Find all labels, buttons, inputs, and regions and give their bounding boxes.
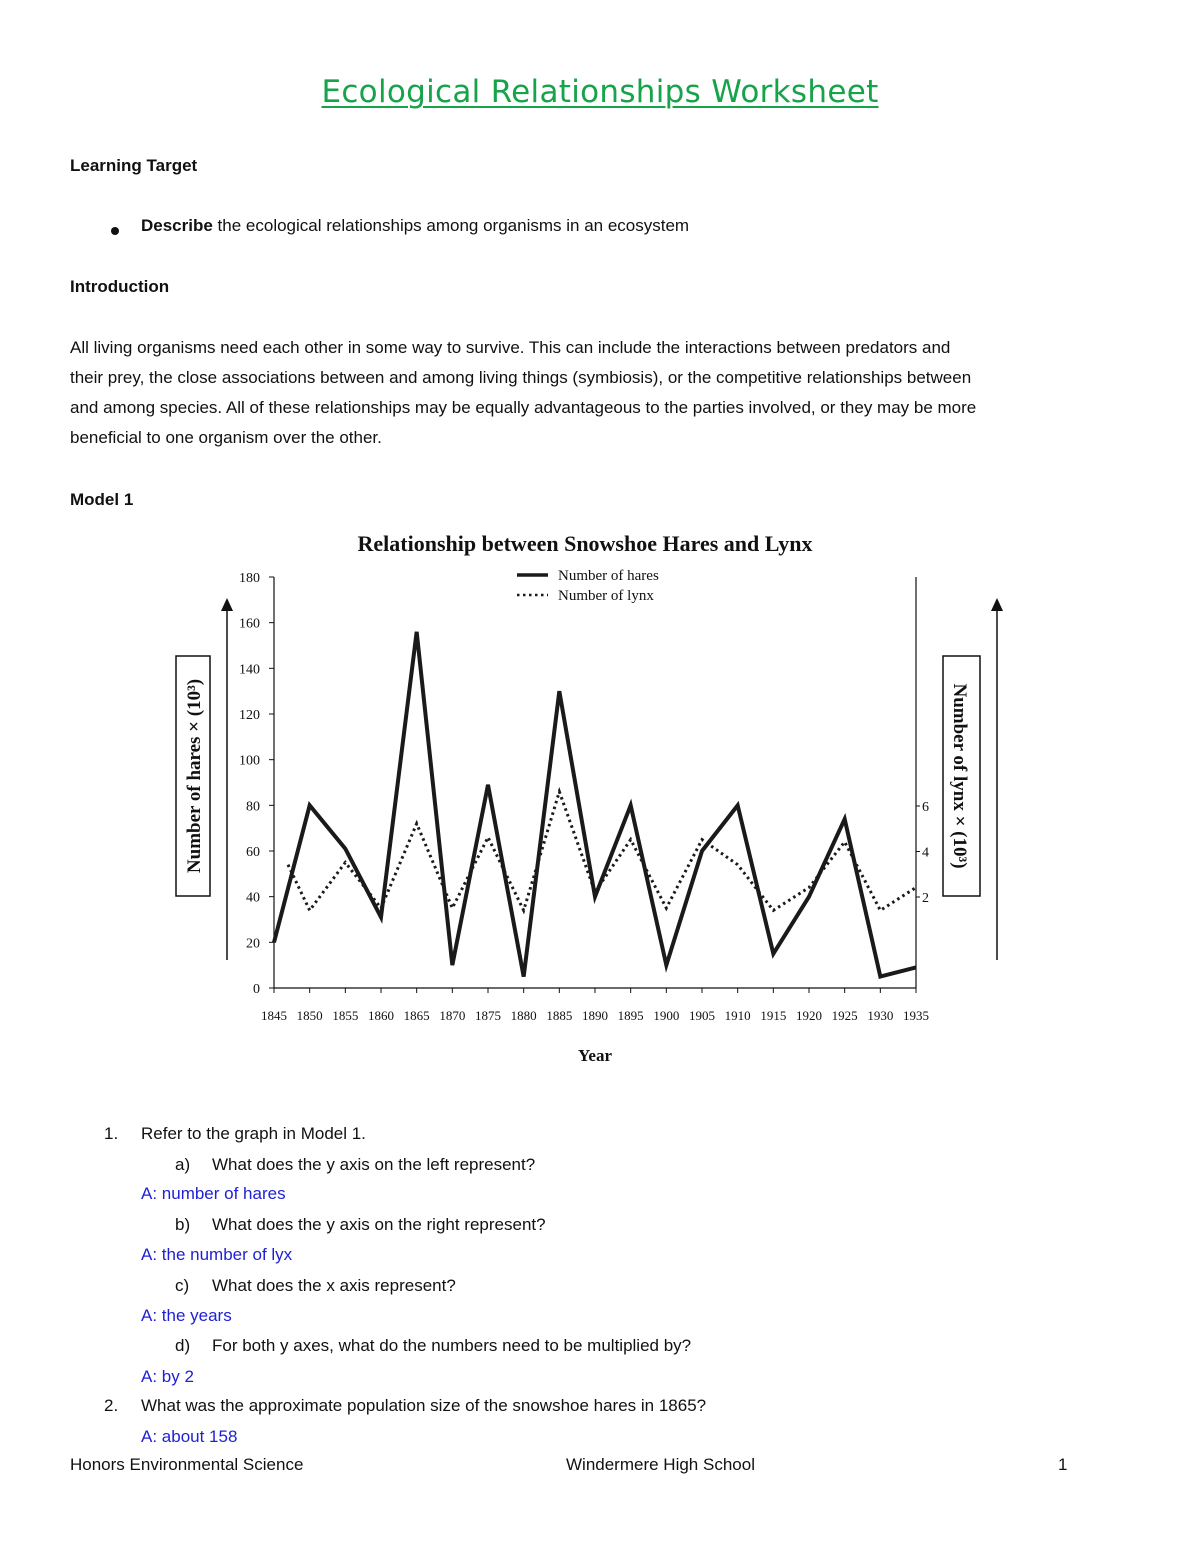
answer-text: A: the years	[141, 1306, 232, 1325]
left-tick-label: 180	[239, 571, 260, 586]
left-y-ticks	[239, 571, 274, 997]
x-axis-label: Year	[578, 1046, 612, 1065]
left-tick-label: 60	[246, 845, 260, 860]
x-tick-label: 1880	[510, 1008, 537, 1023]
legend-lynx-label: Number of lynx	[558, 588, 654, 604]
legend-hares-label: Number of hares	[558, 568, 659, 584]
x-tick-label: 1905	[689, 1008, 715, 1023]
subquestion-text: For both y axes, what do the numbers need to be multiplied by?	[212, 1336, 692, 1355]
right-tick-label: 2	[922, 891, 929, 906]
subquestion-letter: a)	[175, 1155, 191, 1174]
x-tick-label: 1885	[546, 1008, 573, 1023]
bullet-bold-verb: Describe	[141, 216, 213, 235]
hares-points	[274, 632, 916, 977]
right-tick-label: 6	[922, 800, 929, 815]
left-up-arrow-icon	[221, 598, 233, 611]
right-axis-label: Number of lynx × (10³)	[949, 683, 970, 869]
x-tick-label: 1900	[653, 1008, 680, 1023]
introduction-heading: Introduction	[70, 277, 170, 296]
x-tick-label: 1890	[582, 1008, 608, 1023]
question-text: Refer to the graph in Model 1.	[141, 1124, 366, 1143]
subquestion-text: What does the y axis on the left represent?	[212, 1155, 536, 1174]
left-tick-label: 0	[253, 982, 260, 997]
subquestion-letter: b)	[175, 1215, 191, 1234]
question-text: What was the approximate population size of the snowshoe hares in 1865?	[141, 1396, 707, 1415]
x-tick-label: 1935	[903, 1008, 929, 1023]
left-tick-label: 40	[246, 890, 260, 906]
left-tick-label: 160	[239, 616, 260, 632]
intro-line: beneficial to one organism over the other.	[70, 428, 382, 447]
right-up-arrow-icon	[991, 598, 1003, 611]
x-tick-label: 1870	[439, 1008, 466, 1023]
bullet-text: the ecological relationships among organisms in an ecosystem	[212, 216, 690, 235]
answer-text: A: number of hares	[141, 1184, 286, 1203]
subquestion-letter: d)	[175, 1336, 191, 1355]
subquestion-letter: c)	[175, 1276, 190, 1295]
left-tick-label: 100	[239, 753, 260, 769]
question-number: 1.	[104, 1124, 119, 1143]
x-tick-label: 1855	[332, 1008, 359, 1023]
left-tick-label: 140	[239, 662, 260, 678]
intro-line: their prey, the close associations between and among living things (symbiosis), or the competitive relationships between	[70, 368, 972, 387]
answer-text: A: about 158	[141, 1427, 238, 1446]
footer-school: Windermere High School	[566, 1455, 755, 1474]
model-heading: Model 1	[70, 490, 134, 509]
x-tick-label: 1850	[296, 1008, 323, 1023]
x-tick-label: 1925	[831, 1008, 858, 1023]
x-tick-label: 1860	[368, 1008, 394, 1023]
chart-legend	[517, 568, 659, 604]
intro-line: All living organisms need each other in some way to survive. This can include the interactions between predators and	[70, 338, 951, 357]
right-tick-label: 4	[922, 845, 929, 861]
hares-series-line	[274, 632, 916, 977]
left-tick-label: 120	[239, 708, 260, 723]
footer-course: Honors Environmental Science	[70, 1455, 304, 1474]
x-tick-label: 1865	[403, 1008, 430, 1023]
left-tick-label: 80	[246, 799, 260, 815]
left-axis-label: Number of hares × (10³)	[184, 678, 205, 874]
x-tick-label: 1930	[867, 1008, 894, 1023]
answer-text: A: the number of lyx	[141, 1245, 293, 1264]
x-tick-label: 1875	[475, 1008, 501, 1023]
answer-text: A: by 2	[141, 1367, 194, 1386]
x-tick-label: 1920	[796, 1008, 822, 1023]
footer-page-number: 1	[1058, 1455, 1068, 1474]
subquestion-text: What does the y axis on the right represent?	[212, 1215, 546, 1234]
subquestion-text: What does the x axis represent?	[212, 1276, 456, 1295]
chart-title: Relationship between Snowshoe Hares and Lynx	[357, 531, 813, 556]
left-tick-label: 20	[246, 936, 260, 952]
right-y-ticks	[916, 800, 929, 906]
x-tick-label: 1915	[760, 1008, 787, 1023]
x-tick-label: 1910	[724, 1008, 751, 1023]
worksheet-title: Ecological Relationships Worksheet	[321, 74, 879, 110]
x-tick-label: 1895	[617, 1008, 644, 1023]
intro-line: and among species. All of these relationships may be equally advantageous to the parties involved, or they may be more	[70, 398, 977, 417]
learning-target-heading: Learning Target	[70, 156, 198, 175]
x-ticks	[261, 988, 929, 1023]
x-tick-label: 1845	[261, 1008, 287, 1023]
question-number: 2.	[104, 1396, 119, 1415]
